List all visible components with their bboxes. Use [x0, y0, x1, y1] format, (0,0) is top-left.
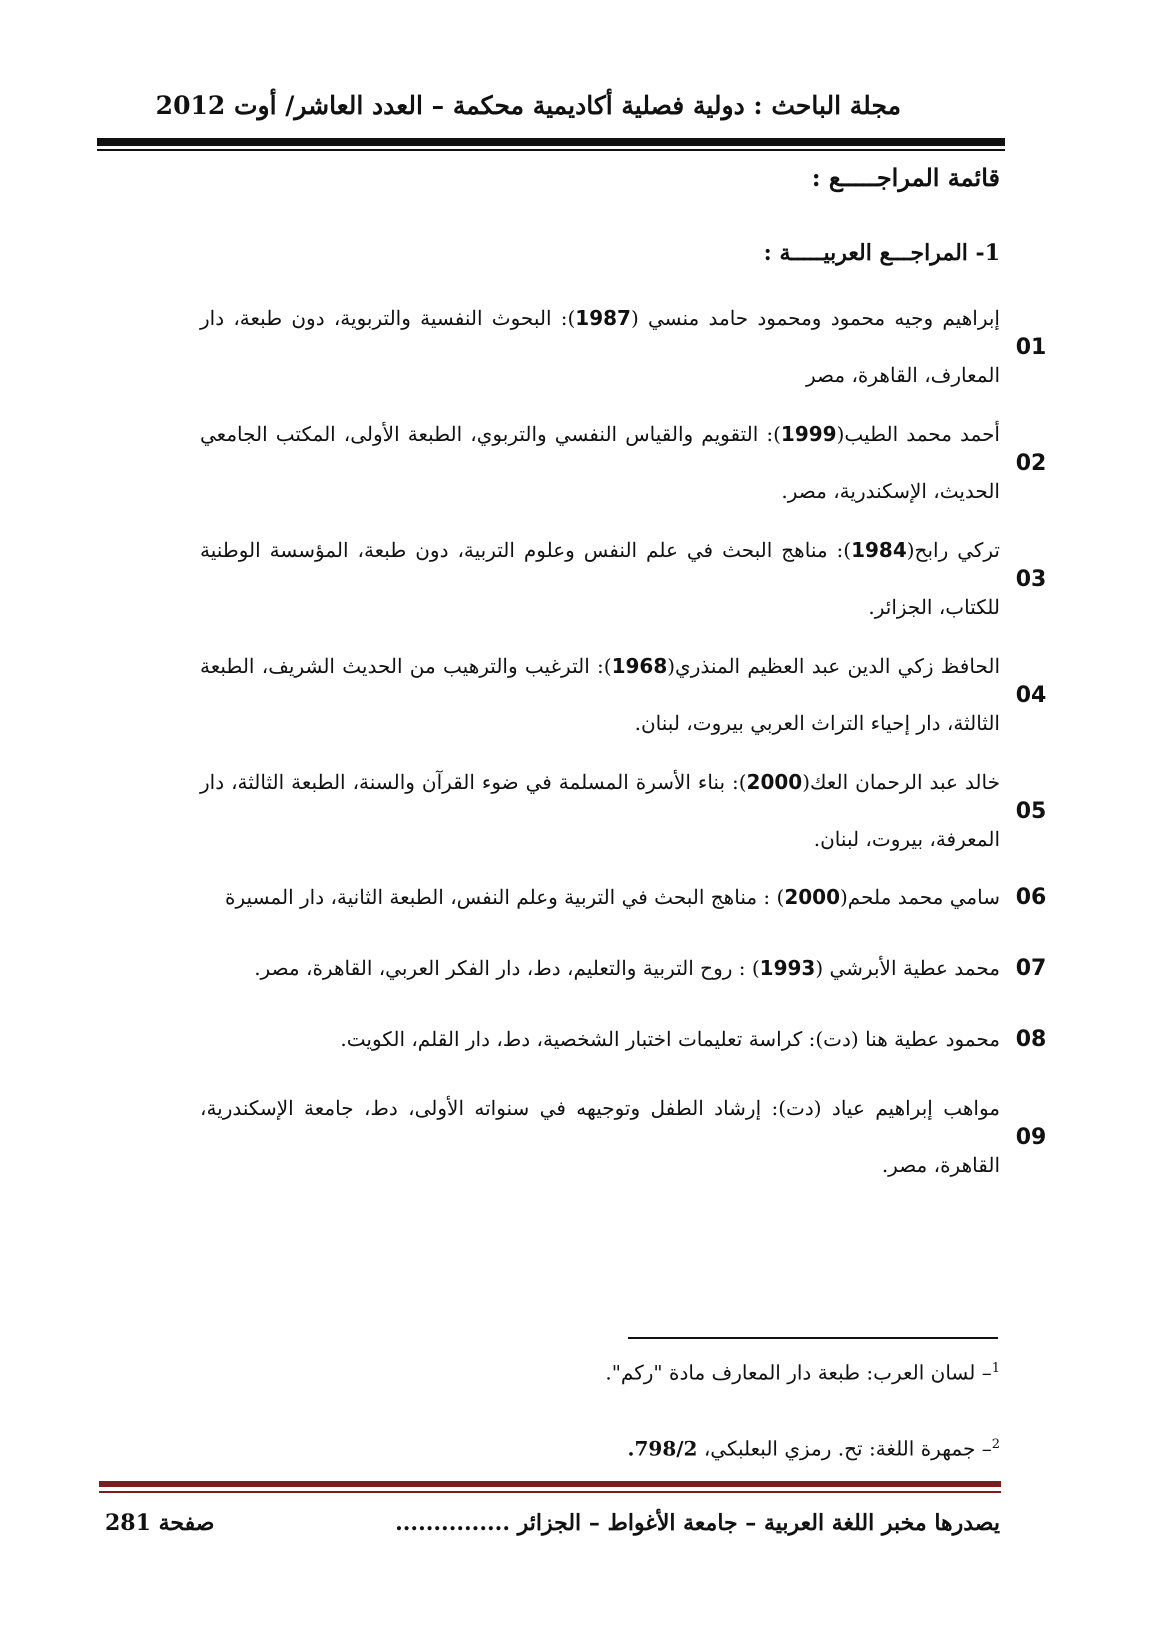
journal-header: مجلة الباحث : دولية فصلية أكاديمية محكمة – العدد العاشر/ أوت 2012 [155, 91, 901, 120]
reference-item [200, 754, 1062, 868]
reference-text [200, 1011, 1000, 1068]
footnote-mark: 2 [991, 1437, 1000, 1452]
reference-year: 1999 [780, 422, 837, 446]
reference-author: أحمد محمد الطيب( [836, 422, 1000, 446]
header-rule-thin [97, 149, 1005, 151]
reference-author: الحافظ زكي الدين عبد العظيم المنذري( [667, 654, 1000, 678]
reference-year: 1993 [759, 956, 816, 980]
reference-text [200, 940, 1000, 997]
reference-text [200, 290, 1000, 404]
footnote-separator [628, 1337, 998, 1339]
footnote-text: – لسان العرب: طبعة دار المعارف مادة "ركم". [605, 1360, 992, 1385]
reference-year: 1984 [851, 538, 907, 562]
arabic-references-subtitle: 1- المراجـــع العربيـــــة : [763, 240, 1000, 266]
reference-title: ): التقويم والقياس النفسي والتربوي، الطبعة الأولى، المكتب الجامعي الحديث، الإسكندرية، مصر. [200, 422, 1000, 503]
references-title: قائمة المراجـــــع : [811, 163, 1000, 192]
reference-number: 05 [1015, 798, 1047, 824]
reference-author: سامي محمد ملحم( [840, 885, 1000, 909]
reference-text [200, 1080, 1000, 1194]
reference-title: ) : مناهج البحث في التربية وعلم النفس، الطبعة الثانية، دار المسيرة [225, 885, 785, 909]
reference-author: محمد عطية الأبرشي ( [815, 956, 1000, 980]
reference-item [200, 1011, 1062, 1068]
reference-author: محمود عطية هنا (دت): كراسة تعليمات اختبار الشخصية، دط، دار القلم، الكويت. [340, 1027, 1000, 1051]
page-number: صفحة 281 [105, 1510, 215, 1536]
reference-item [200, 522, 1062, 636]
reference-title: ): بناء الأسرة المسلمة في ضوء القرآن والسنة، الطبعة الثالثة، دار المعرفة، بيروت، لبنان. [200, 770, 1000, 851]
reference-author: خالد عبد الرحمان العك( [802, 770, 1000, 794]
reference-text [200, 754, 1000, 868]
footnote-text: – جمهرة اللغة: تح. رمزي البعلبكي، [697, 1436, 992, 1461]
reference-year: 1968 [611, 654, 668, 678]
reference-year: 1987 [575, 306, 631, 330]
footnote-page-ref: 798/2. [627, 1436, 698, 1461]
reference-text [200, 869, 1000, 926]
footnote-mark: 1 [991, 1361, 1000, 1376]
reference-year: 2000 [784, 885, 840, 909]
reference-number: 04 [1015, 682, 1047, 708]
reference-title: ) : روح التربية والتعليم، دط، دار الفكر العربي، القاهرة، مصر. [254, 956, 760, 980]
reference-item [200, 290, 1062, 404]
reference-number: 07 [1015, 956, 1047, 981]
reference-title: ): البحوث النفسية والتربوية، دون طبعة، دار المعارف، القاهرة، مصر [200, 306, 1000, 387]
footnote [605, 1352, 1000, 1390]
header-rule [97, 138, 1005, 146]
reference-item [200, 869, 1062, 926]
reference-text [200, 638, 1000, 752]
reference-number: 02 [1015, 450, 1047, 476]
reference-author: تركي رابح( [906, 538, 1000, 562]
reference-year: 2000 [746, 770, 803, 794]
reference-title: ): الترغيب والترهيب من الحديث الشريف، الطبعة الثالثة، دار إحياء التراث العربي بيروت، لبنان. [200, 654, 1000, 735]
reference-text [200, 522, 1000, 636]
reference-item [200, 638, 1062, 752]
reference-item [200, 1080, 1062, 1194]
footer-publisher: يصدرها مخبر اللغة العربية – جامعة الأغواط – الجزائر ............... [395, 1510, 1000, 1536]
reference-number: 09 [1015, 1124, 1047, 1150]
reference-item [200, 406, 1062, 520]
reference-author: إبراهيم وجيه محمود ومحمود حامد منسي ( [630, 306, 1000, 330]
reference-title: ): مناهج البحث في علم النفس وعلوم التربية، دون طبعة، المؤسسة الوطنية للكتاب، الجزائر. [200, 538, 1000, 619]
reference-number: 06 [1015, 885, 1047, 910]
reference-item [200, 940, 1062, 997]
reference-number: 03 [1015, 566, 1047, 592]
reference-number: 08 [1015, 1027, 1047, 1052]
footer-rule [99, 1481, 1001, 1487]
reference-author: مواهب إبراهيم عياد (دت): إرشاد الطفل وتوجيهه في سنواته الأولى، دط، جامعة الإسكندرية، القاهرة، مصر. [200, 1096, 1000, 1177]
reference-text [200, 406, 1000, 520]
footer-rule-thin [99, 1491, 1001, 1493]
footnote [628, 1428, 1000, 1466]
reference-number: 01 [1015, 334, 1047, 360]
